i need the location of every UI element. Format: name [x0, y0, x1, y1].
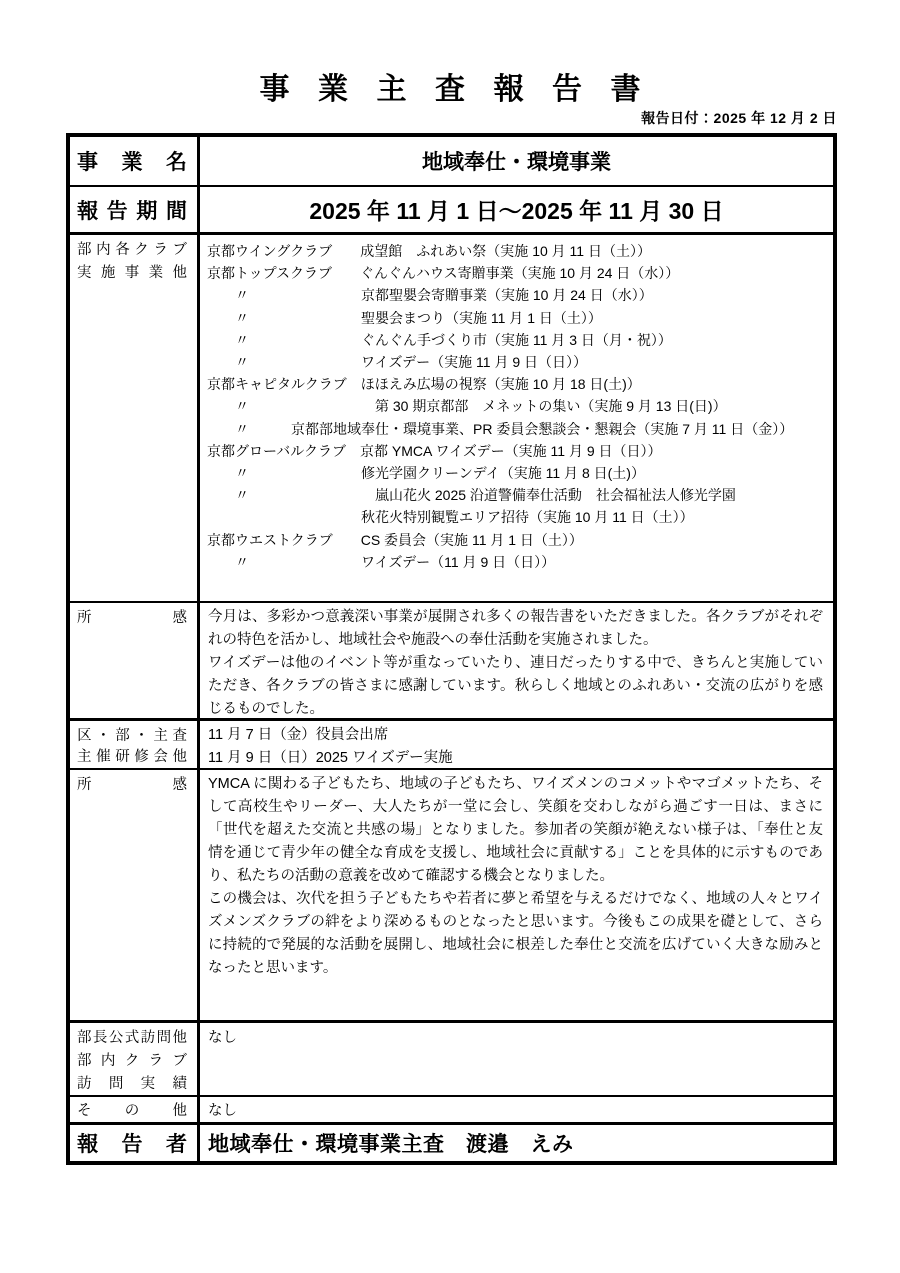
project-name-value: 地域奉仕・環境事業: [422, 151, 611, 174]
project-name-label-cell: [70, 137, 200, 185]
impressions-1-text: [200, 603, 833, 718]
club-activities-list: [200, 235, 833, 601]
impressions-paragraph: この機会は、次代を担う子どもたちや若者に夢と希望を与えるだけでなく、地域の人々とワイズメンズクラブの絆をより深めるものとなったと思います。今後もこの成果を礎として、さらに持続的で発展的な活動を展開し、地域社会に根差した奉仕と交流を広げていく大きな励みとなったと思います。: [208, 891, 823, 976]
row-project-name: [70, 137, 833, 185]
club-activity-line: 京都キャピタルクラブ ほほえみ広場の視察（実施 10 月 18 日(土)）: [207, 376, 641, 393]
club-activity-line: 〃 嵐山花火 2025 沿道警備奉仕活動 社会福祉法人修光学園: [207, 487, 736, 504]
club-activity-line: 京都ウエストクラブ CS 委員会（実施 11 月 1 日（土））: [207, 531, 583, 548]
report-table: [66, 133, 837, 1165]
training-line: 11 月 9 日（日）2025 ワイズデー実施: [208, 750, 453, 766]
project-name-label: 事業名: [77, 151, 187, 174]
row-training: [70, 718, 833, 768]
visits-label-cell: [70, 1023, 200, 1095]
club-activity-line: 〃 ワイズデー（実施 11 月 9 日（日））: [207, 354, 588, 371]
other-label: その他: [77, 1103, 187, 1119]
visits-value: なし: [208, 1030, 237, 1046]
visits-label-line: 部内クラブ: [77, 1053, 187, 1069]
impressions-2-text: [200, 770, 833, 1020]
row-visits: [70, 1020, 833, 1095]
reporter-value: 地域奉仕・環境事業主査 渡邉 えみ: [208, 1133, 574, 1156]
other-label-cell: [70, 1097, 200, 1122]
training-label-cell: [70, 721, 200, 768]
row-impressions-1: [70, 601, 833, 718]
reporter-label-cell: [70, 1125, 200, 1161]
report-period-label: 報告期間: [77, 199, 187, 223]
row-club-activities: [70, 232, 833, 601]
visits-label-line: 部長公式訪問他: [77, 1030, 187, 1046]
row-reporter: [70, 1122, 833, 1161]
report-period-value: 2025 年 11 月 1 日～2025 年 11 月 30 日: [309, 198, 724, 224]
impressions-1-label-cell: [70, 603, 200, 718]
impressions-paragraph: 今月は、多彩かつ意義深い事業が展開され多くの報告書をいただきました。各クラブがそれぞれの特色を活かし、地域社会や施設への奉仕活動を実施されました。: [208, 609, 823, 648]
other-value: なし: [208, 1103, 237, 1119]
document-title: 事業主査報告書: [259, 73, 669, 106]
club-activity-line: 京都グローバルクラブ 京都 YMCA ワイズデー（実施 11 月 9 日（日））: [207, 442, 662, 459]
impressions-paragraph: YMCA に関わる子どもたち、地域の子どもたち、ワイズメンのコメットやマゴメットたち、そして高校生やリーダー、大人たちが一堂に会し、笑顔を交わしながら過ごす一日は、まさに「世代を超えた交流と共感の場」となりました。参加者の笑顔が絶えない様子は、「奉仕と友情を通じて青少年の健全な育成を支援し、地域社会に貢献する」ことを具体的に示すものであり、私たちの活動の意義を改めて確認する機会となりました。: [208, 776, 823, 884]
report-date: 報告日付：2025 年 12 月 2 日: [641, 110, 837, 126]
impressions-1-label: 所感: [77, 610, 187, 626]
training-line: 11 月 7 日（金）役員会出席: [208, 727, 389, 743]
club-activities-label-line: 実施事業他: [77, 265, 187, 281]
reporter-label: 報告者: [77, 1133, 187, 1156]
club-activity-line: 〃 京都聖嬰会寄贈事業（実施 10 月 24 日（水））: [207, 287, 653, 304]
club-activities-label-cell: [70, 235, 200, 601]
club-activity-line: 〃 京都部地域奉仕・環境事業、PR 委員会懇談会・懇親会（実施 7 月 11 日（金））: [207, 420, 794, 437]
club-activity-line: 京都トップスクラブ ぐんぐんハウス寄贈事業（実施 10 月 24 日（水））: [207, 265, 680, 282]
club-activities-label-line: 部内各クラブ: [77, 242, 187, 258]
impressions-2-label: 所感: [77, 777, 187, 793]
club-activity-line: 〃 聖嬰会まつり（実施 11 月 1 日（土））: [207, 309, 602, 326]
row-other: [70, 1095, 833, 1122]
impressions-paragraph: ワイズデーは他のイベント等が重なっていたり、連日だったりする中で、きちんと実施していただき、各クラブの皆さまに感謝しています。秋らしく地域とのふれあい・交流の広がりを感じるものでした。: [208, 655, 823, 717]
training-list: [200, 721, 833, 768]
impressions-2-label-cell: [70, 770, 200, 1020]
visits-label-line: 訪問実績: [77, 1076, 187, 1092]
row-impressions-2: [70, 768, 833, 1020]
club-activity-line: 〃 修光学園クリーンデイ（実施 11 月 8 日(土)）: [207, 465, 645, 482]
training-label-line: 主催研修会他: [77, 748, 187, 765]
training-label-line: 区・部・主査: [77, 727, 187, 744]
club-activity-line: 〃 第 30 期京都部 メネットの集い（実施 9 月 13 日(日)）: [207, 398, 727, 415]
club-activity-line: 秋花火特別観覧エリア招待（実施 10 月 11 日（土））: [207, 509, 694, 526]
club-activity-line: 〃 ぐんぐん手づくり市（実施 11 月 3 日（月・祝））: [207, 331, 672, 348]
row-report-period: [70, 185, 833, 232]
report-period-label-cell: [70, 187, 200, 232]
club-activity-line: 京都ウイングクラブ 成望館 ふれあい祭（実施 10 月 11 日（土））: [207, 243, 651, 259]
club-activity-line: 〃 ワイズデー（11 月 9 日（日））: [207, 553, 556, 570]
